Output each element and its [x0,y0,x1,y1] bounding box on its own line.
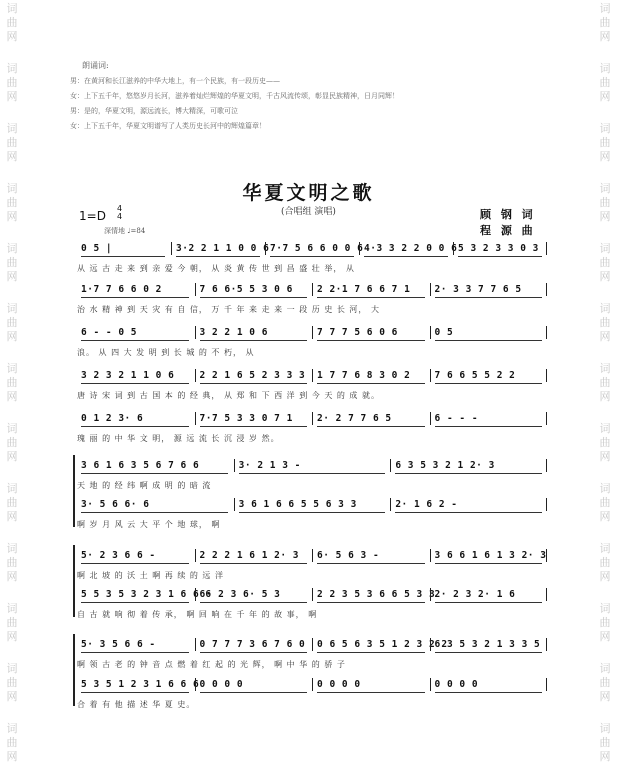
measure-notes: 5· 3 5 6 6 - [81,639,156,650]
watermark-char: 网 [6,90,18,103]
recitation-line: 男：是的，华夏文明，源远流长，博大精深，可歌可泣 [70,107,238,115]
watermark-group [596,302,614,344]
watermark-char: 词 [599,302,611,315]
measure [312,326,431,339]
watermark-char: 词 [599,722,611,735]
watermark-char: 词 [599,662,611,675]
lyric-line: 瑰 丽 的 中 华 文 明， 源 远 流 长 沉 浸 岁 然。 [77,434,280,443]
measure-notes: 2· 2 3 2· 1 6 [434,589,516,600]
beam-line [81,692,189,693]
measure-notes: 3·2 2 1 1 0 0 6 [176,243,270,254]
watermark-char: 曲 [599,556,611,569]
measure-notes: 0 0 0 0 [317,679,361,690]
watermark-char: 曲 [6,616,18,629]
watermark-char: 曲 [599,16,611,29]
watermark-char: 曲 [599,376,611,389]
measure [430,678,549,691]
watermark-group [596,362,614,404]
watermark-char: 网 [6,570,18,583]
watermark-char: 网 [6,330,18,343]
watermark-char: 曲 [6,736,18,749]
watermark-char: 词 [6,482,18,495]
watermark-group [596,542,614,584]
measure [430,412,549,425]
measure-notes: 7 6 6 5 5 2 2 [434,370,516,381]
watermark-char: 词 [6,722,18,735]
watermark-char: 网 [599,90,611,103]
measure [77,588,212,601]
beam-line [200,692,308,693]
barline [546,588,547,601]
measure-notes: 6 3 5 3 2 1 3 3 5 [434,639,541,650]
lyric-line: 天 地 的 经 纬 啊 成 明 的 暗 流 [77,481,212,490]
lyric-line: 治 水 精 神 到 天 灾 有 自 信， 万 千 年 来 走 来 一 段 历 史 长 河， 大 [77,305,380,314]
watermark-char: 词 [599,122,611,135]
beam-line [395,512,542,513]
watermark-char: 曲 [599,616,611,629]
lyric-line: 啊 领 古 老 的 钟 音 点 燃 着 红 起 的 光 辉， 啊 中 华 的 骄 子 [77,660,346,669]
barline [546,459,547,472]
measure-notes: 0 6 5 6 3 5 1 2 3 2 2 [317,639,448,650]
measure [312,588,436,601]
measure [312,678,431,691]
watermark-char: 网 [6,30,18,43]
notation-line [77,459,547,472]
watermark-char: 词 [599,182,611,195]
beam-line [81,256,165,257]
measure [390,459,548,472]
measure-notes: 2· 2 7 7 6 5 [317,413,392,424]
watermark-group [596,602,614,644]
measure-notes: 1·7 7 6 6 0 2 [81,284,162,295]
barline [546,242,547,255]
beam-line [81,426,189,427]
beam-line [317,383,425,384]
watermark-char: 网 [6,510,18,523]
key-signature: 1=D [79,209,106,223]
watermark-group [596,482,614,524]
measure-notes: 2 2 1 6 5 2 3 3 3 [199,370,306,381]
system-brace [73,455,78,527]
measure-notes: 1 7 7 6 8 3 0 2 [317,370,411,381]
measure [234,498,392,511]
watermark-char: 曲 [6,316,18,329]
watermark-char: 词 [6,2,18,15]
measure-notes: 2 2 3 5 3 6 6 5 3 3 [317,589,436,600]
measure [390,498,548,511]
measure [430,638,549,651]
beam-line [435,340,543,341]
beam-line [200,340,308,341]
measure [195,326,314,339]
measure [430,326,549,339]
notation-line [77,242,547,255]
watermark-char: 曲 [6,16,18,29]
measure-notes: 5 3 5 1 2 3 1 6 6 6 [81,679,200,690]
watermark-char: 词 [6,242,18,255]
beam-line [81,512,228,513]
watermark-char: 曲 [599,136,611,149]
watermark-char: 词 [6,62,18,75]
lyricist-credit: 顾 钢 词 [480,208,536,221]
watermark-group [3,542,21,584]
notation-line [77,588,547,601]
measure-notes: 2 2 2 1 6 1 2· 3 [199,550,300,561]
watermark-char: 网 [6,210,18,223]
lyric-line: 唐 诗 宋 词 到 古 国 本 的 经 典， 从 郑 和 下 西 洋 到 今 天 的 成 就。 [77,391,380,400]
recitation-line: 女：上下五千年，华夏文明谱写了人类历史长河中的辉煌篇章！ [70,122,266,130]
measure-notes: 7·7 5 6 6 0 0 6 [270,243,364,254]
beam-line [317,297,425,298]
watermark-group [3,242,21,284]
watermark-char: 词 [6,302,18,315]
watermark-char: 网 [599,750,611,763]
watermark-char: 词 [6,422,18,435]
watermark-char: 曲 [6,676,18,689]
watermark-char: 词 [6,662,18,675]
barline [546,283,547,296]
measure [195,283,314,296]
watermark-group [3,302,21,344]
measure-notes: 3· 2 1 3 - [238,460,301,471]
measure [195,549,314,562]
measure [195,638,314,651]
beam-line [200,297,308,298]
song-title: 华夏文明之歌 [242,182,375,204]
watermark-char: 词 [599,422,611,435]
beam-line [81,602,189,603]
beam-line [317,563,425,564]
watermark-char: 曲 [6,76,18,89]
notation-line [77,326,547,339]
beam-line [270,256,354,257]
beam-line [458,256,542,257]
measure-notes: 7 6 6·5 5 3 0 6 [199,284,293,295]
notation-line [77,549,547,562]
measure-notes: 5· 2 3 6 6 - [81,550,156,561]
measure [453,242,548,255]
watermark-group [3,722,21,764]
watermark-group [3,422,21,464]
barline [546,412,547,425]
beam-line [200,426,308,427]
measure-notes: 2 2·1 7 6 6 7 1 [317,284,411,295]
watermark-char: 网 [6,450,18,463]
watermark-char: 曲 [6,256,18,269]
watermark-char: 网 [599,510,611,523]
watermark-char: 曲 [6,136,18,149]
measure [77,326,195,339]
watermark-group [596,422,614,464]
notation-line [77,498,547,511]
beam-line [317,426,425,427]
measure-notes: 0 0 0 0 [199,679,244,690]
beam-line [435,563,543,564]
lyric-line: 啊 岁 月 风 云 大 平 个 地 球， 啊 [77,520,221,529]
watermark-group [596,242,614,284]
barline [546,369,547,382]
measure [77,412,195,425]
beam-line [435,383,543,384]
watermark-char: 曲 [599,676,611,689]
watermark-char: 网 [6,150,18,163]
watermark-char: 网 [599,330,611,343]
beam-line [435,426,543,427]
watermark-char: 曲 [599,256,611,269]
measure [234,459,392,472]
watermark-char: 曲 [599,316,611,329]
measure-notes: 6 - - - [434,413,479,424]
watermark-group [596,62,614,104]
time-signature-top: 4 [117,204,123,213]
measure [77,283,195,296]
watermark-group [596,722,614,764]
beam-line [81,383,189,384]
song-subtitle: (合唱组 演唱) [281,207,336,217]
watermark-group [3,662,21,704]
measure-notes: 3 6 6 1 6 1 3 2· 3 [434,550,547,561]
lyric-line: 从 远 古 走 来 到 亲 爱 今 朝， 从 炎 黄 传 世 到 昌 盛 壮 举， 从 [77,264,355,273]
watermark-group [596,2,614,44]
measure-notes: 3 2 3 2 1 1 0 6 [81,370,175,381]
time-signature [117,205,122,221]
measure [77,242,171,255]
watermark-char: 网 [6,630,18,643]
measure [195,678,314,691]
measure-notes: 6 - - 0 5 [81,327,137,338]
watermark-char: 网 [599,30,611,43]
measure [195,412,314,425]
composer-credit: 程 源 曲 [480,224,536,237]
measure-notes: 3· 5 6 6· 6 [81,499,150,510]
watermark-char: 词 [599,2,611,15]
beam-line [176,256,260,257]
watermark-group [596,122,614,164]
watermark-group [3,602,21,644]
measure-notes: 0 7 7 7 3 6 7 6 0 [199,639,306,650]
watermark-char: 词 [599,482,611,495]
measure [312,549,431,562]
watermark-char: 网 [599,390,611,403]
watermark-char: 网 [6,690,18,703]
beam-line [395,473,542,474]
lyric-line: 浪。 从 四 大 发 明 到 长 城 的 不 朽， 从 [77,348,255,357]
beam-line [435,652,543,653]
measure [430,283,549,296]
watermark-char: 网 [599,210,611,223]
watermark-group [596,662,614,704]
measure [430,588,549,601]
watermark-char: 网 [599,630,611,643]
watermark-char: 曲 [6,436,18,449]
watermark-group [3,362,21,404]
beam-line [81,340,189,341]
barline [546,638,547,651]
measure-notes: 6 3 5 3 2 1 2· 3 [395,460,495,471]
beam-line [435,602,543,603]
watermark-group [3,122,21,164]
beam-line [317,652,425,653]
beam-line [239,473,386,474]
watermark-char: 词 [599,62,611,75]
beam-line [81,297,189,298]
beam-line [81,473,228,474]
watermark-char: 网 [6,270,18,283]
barline [546,326,547,339]
watermark-char: 网 [599,450,611,463]
measure-notes: 4·3 3 2 2 0 0 6 [364,243,458,254]
measure [312,412,431,425]
measure [359,242,458,255]
notation-line [77,283,547,296]
watermark-group [3,2,21,44]
system-brace [73,545,78,617]
measure [312,369,431,382]
measure-notes: 6· 5 6 3 - [317,550,380,561]
measure-notes: 5 3 2 3 3 0 3 [458,243,539,254]
measure-notes: 5 5 3 5 3 2 3 1 6 6 6 [81,589,212,600]
beam-line [317,692,425,693]
beam-line [200,563,308,564]
beam-line [200,602,308,603]
watermark-char: 网 [599,270,611,283]
beam-line [435,692,543,693]
measure-notes: 0 1 2 3· 6 [81,413,144,424]
measure [312,283,431,296]
beam-line [317,602,425,603]
system-brace [73,634,78,706]
measure-notes: 3 6 1 6 6 5 5 6 3 3 [238,499,357,510]
tempo-marking: 深情地 ♩=84 [104,227,146,235]
watermark-char: 曲 [599,736,611,749]
watermark-char: 词 [599,362,611,375]
measure-notes: 3 6 1 6 3 5 6 7 6 6 [81,460,200,471]
watermark-char: 词 [6,122,18,135]
watermark-char: 曲 [6,376,18,389]
lyric-line: 合 着 有 他 描 述 华 夏 史。 [77,700,196,709]
notation-line [77,369,547,382]
watermark-char: 曲 [599,196,611,209]
measure-notes: 0 5 [434,327,454,338]
watermark-char: 词 [599,542,611,555]
beam-line [364,256,448,257]
watermark-char: 词 [6,362,18,375]
measure-notes: 7 7 7 5 6 0 6 [317,327,398,338]
barline [546,498,547,511]
beam-line [200,652,308,653]
barline [546,678,547,691]
watermark-char: 曲 [6,556,18,569]
watermark-char: 曲 [599,76,611,89]
lyric-line: 自 古 就 响 彻 着 传 承， 啊 回 响 在 千 年 的 故 事， 啊 [77,610,318,619]
watermark-char: 曲 [6,496,18,509]
notation-line [77,678,547,691]
measure [77,459,234,472]
measure [312,638,448,651]
measure-notes: 0 0 0 0 [434,679,479,690]
lyric-line: 啊 北 坡 的 沃 土 啊 再 续 的 远 洋 [77,571,224,580]
watermark-char: 网 [6,750,18,763]
watermark-char: 曲 [599,436,611,449]
watermark-char: 词 [6,542,18,555]
watermark-char: 网 [599,150,611,163]
recitation-line: 女：上下五千年，悠悠岁月长河，滋养着灿烂辉煌的华夏文明，千古风流传颂，彰显民族精神，日月同辉！ [70,92,399,100]
watermark-char: 词 [6,602,18,615]
recitation-block [70,60,540,134]
measure [77,678,200,691]
beam-line [81,652,189,653]
watermark-char: 网 [599,690,611,703]
recitation-title: 朗诵词: [82,61,109,70]
measure [430,369,549,382]
measure [265,242,364,255]
measure [195,369,314,382]
measure [77,549,195,562]
beam-line [200,383,308,384]
measure-notes: 2· 1 6 2 - [395,499,458,510]
measure-notes: 3 2 2 1 0 6 [199,327,268,338]
measure [195,588,314,601]
watermark-char: 网 [599,570,611,583]
measure-notes: 2· 3 3 7 7 6 5 [434,284,522,295]
measure [171,242,270,255]
time-signature-bottom: 4 [117,212,123,221]
measure [77,498,234,511]
watermark-char: 曲 [6,196,18,209]
watermark-char: 曲 [599,496,611,509]
beam-line [239,512,386,513]
barline [546,549,547,562]
measure-notes: 6· 2 3 6· 5 3 [199,589,281,600]
watermark-group [3,62,21,104]
watermark-char: 词 [599,602,611,615]
beam-line [317,340,425,341]
beam-line [435,297,543,298]
notation-line [77,638,547,651]
watermark-group [3,482,21,524]
beam-line [81,563,189,564]
watermark-char: 词 [599,242,611,255]
watermark-char: 网 [6,390,18,403]
recitation-line: 男：在黄河和长江滋养的中华大地上，有一个民族，有一段历史—— [70,77,280,85]
measure [77,638,195,651]
measure [77,369,195,382]
measure [430,549,549,562]
measure-notes: 7·7 5 3 3 0 7 1 [199,413,293,424]
watermark-char: 词 [6,182,18,195]
notation-line [77,412,547,425]
measure-notes: 0 5 | [81,243,113,254]
